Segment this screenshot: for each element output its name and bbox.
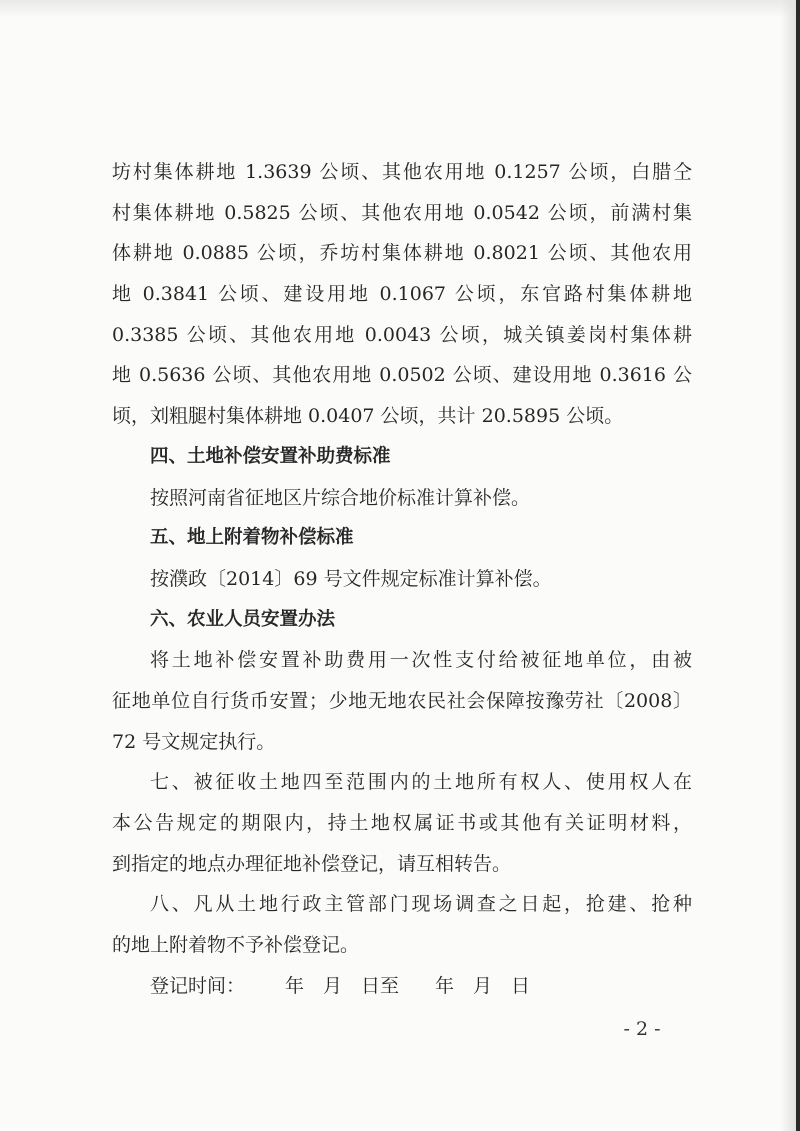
land-list-line-1: 坊村集体耕地 1.3639 公顷、其他农用地 0.1257 公顷，白腊仝: [112, 161, 692, 183]
registration-time: [112, 966, 692, 1007]
land-list-line-4: 地 0.3841 公顷、建设用地 0.1067 公顷，东官路村集体耕地: [112, 283, 692, 306]
scan-right-edge: [796, 0, 800, 1131]
announcement-body: [112, 152, 692, 1006]
scan-top-shadow: [0, 0, 800, 18]
page-number: - 2 -: [623, 1018, 661, 1040]
section-8-line-2: 的地上附着物不予补偿登记。: [112, 934, 360, 957]
section-heading-5: 五、地上附着物补偿标准: [150, 527, 354, 549]
section-6-line-1: 将土地补偿安置补助费用一次性支付给被征地单位，由被: [150, 649, 692, 672]
registration-label: 登记时间：: [150, 974, 246, 997]
section-6-line-3: 72 号文规定执行。: [112, 730, 276, 753]
section-heading-4: 四、土地补偿安置补助费标准: [150, 445, 391, 467]
land-list-line-2: 村集体耕地 0.5825 公顷、其他农用地 0.0542 公顷，前满村集: [112, 201, 692, 224]
land-list-line-6: 地 0.5636 公顷、其他农用地 0.0502 公顷、建设用地 0.3616 公: [112, 364, 692, 387]
section-heading-6: 六、农业人员安置办法: [150, 608, 336, 630]
section-7-line-2: 本公告规定的期限内，持土地权属证书或其他有关证明材料，: [112, 812, 692, 834]
scan-right-shadow: [780, 0, 796, 1131]
section-5-text: 按濮政〔2014〕69 号文件规定标准计算补偿。: [150, 567, 552, 590]
land-list-line-3: 体耕地 0.0885 公顷，乔坊村集体耕地 0.8021 公顷、其他农用: [112, 242, 692, 265]
section-7-line-3: 到指定的地点办理征地补偿登记，请互相转告。: [112, 852, 512, 875]
section-7-line-1: 七、被征收土地四至范围内的土地所有权人、使用权人在: [150, 771, 692, 794]
land-list-line-5: 0.3385 公顷、其他农用地 0.0043 公顷，城关镇姜岗村集体耕: [112, 323, 692, 346]
section-4-text: 按照河南省征地区片综合地价标准计算补偿。: [150, 486, 531, 509]
registration-from: 年 月 日至: [285, 974, 400, 997]
land-list-line-7: 顷，刘粗腿村集体耕地 0.0407 公顷，共计 20.5895 公顷。: [112, 405, 624, 428]
section-6-line-2: 征地单位自行货币安置；少地无地农民社会保障按豫劳社〔2008〕: [112, 689, 692, 712]
registration-to: 年 月 日: [435, 974, 531, 997]
section-8-line-1: 八、凡从土地行政主管部门现场调查之日起，抢建、抢种: [150, 893, 692, 916]
